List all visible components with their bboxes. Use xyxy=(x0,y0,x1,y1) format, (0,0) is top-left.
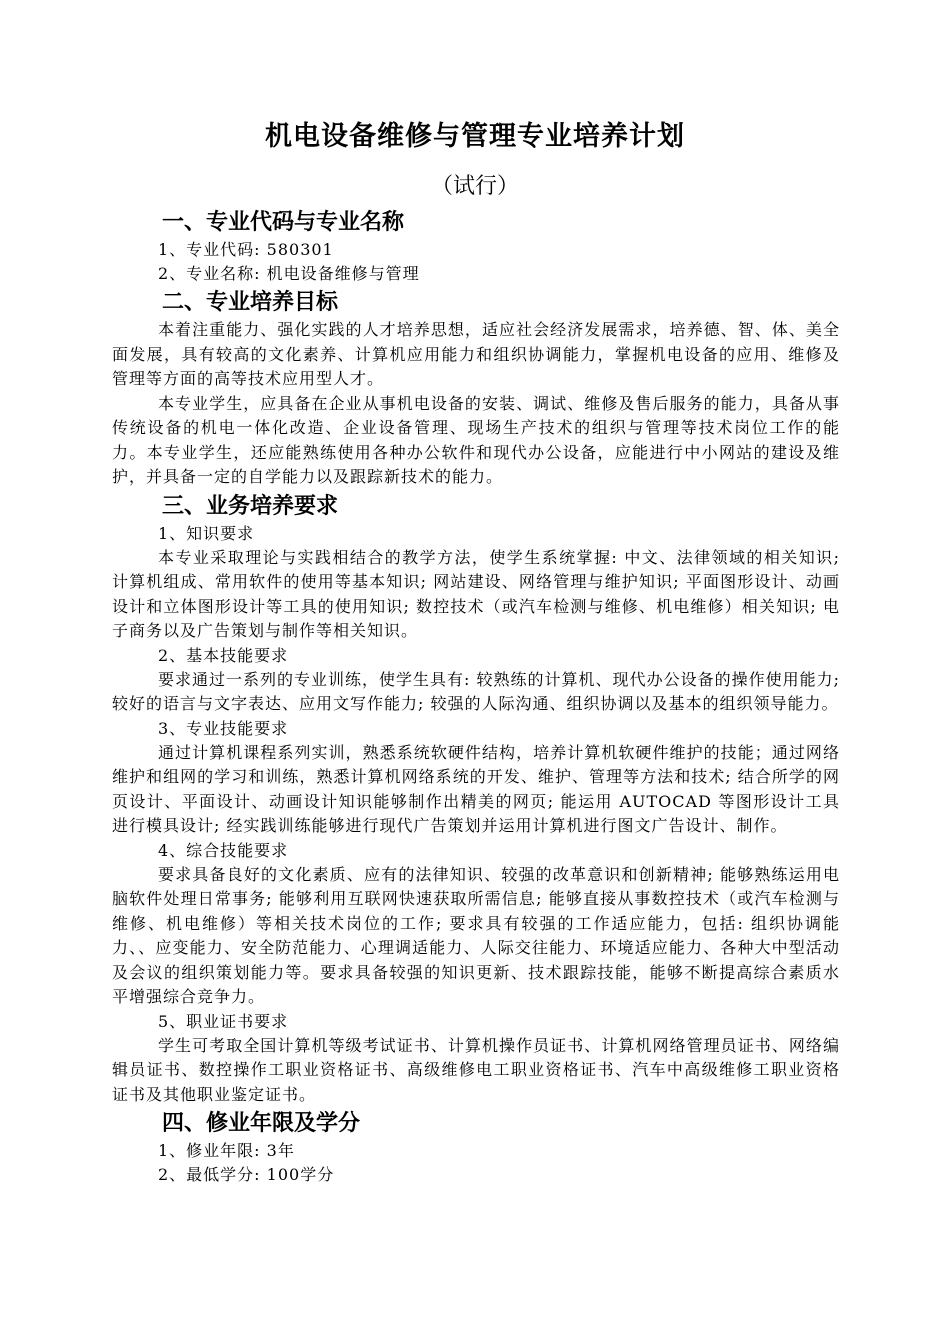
basic-skill-label: 2、基本技能要求 xyxy=(158,645,289,665)
goal-paragraph-2: 本专业学生，应具备在企业从事机电设备的安装、调试、维修及售后服务的能力，具备从事传统设备的机电一体化改造、企业设备管理、现场生产技术的组织与管理等技术岗位工作的能力。本专业学生，还应能熟练使用各种办公软件和现代办公设备，应能进行中小网站的建设及维护，并具备一定的自学能力以及跟踪新技术的能力。 xyxy=(112,393,840,486)
certificate-req-label: 5、职业证书要求 xyxy=(158,1011,289,1031)
section-heading-3: 三、业务培养要求 xyxy=(162,492,339,519)
basic-skill-text: 要求通过一系列的专业训练，使学生具有: 较熟练的计算机、现代办公设备的操作使用能力; 较好的语言与文字表达、应用文写作能力; 较强的人际沟通、组织协调以及基本的组织领导能力。 xyxy=(112,669,840,713)
comprehensive-skill-label: 4、综合技能要求 xyxy=(158,840,289,860)
pro-skill-label: 3、专业技能要求 xyxy=(158,718,289,738)
certificate-req-text: 学生可考取全国计算机等级考试证书、计算机操作员证书、计算机网络管理员证书、网络编辑员证书、数控操作工职业资格证书、高级维修电工职业资格证书、汽车中高级维修工职业资格证书及其他职业鉴定证书。 xyxy=(112,1035,840,1104)
section-heading-4: 四、修业年限及学分 xyxy=(162,1110,361,1136)
document-body xyxy=(112,206,840,1187)
minimum-credits: 2、最低学分: 100学分 xyxy=(158,1165,335,1184)
document-title: 机电设备维修与管理专业培养计划 xyxy=(265,121,685,152)
section-heading-2: 二、专业培养目标 xyxy=(162,289,339,315)
knowledge-req-text: 本专业采取理论与实践相结合的教学方法，使学生系统掌握: 中文、法律领域的相关知识; 计算机组成、常用软件的使用等基本知识; 网站建设、网络管理与维护知识; 平面图形设计、动画设计和立体图形设计等工具的使用知识; 数控技术（或汽车检测与维修、机电维修）相关知识; 电子商务以及广告策划与制作等相关知识。 xyxy=(112,547,840,640)
knowledge-req-label: 1、知识要求 xyxy=(158,523,255,543)
document-subtitle: （试行） xyxy=(430,174,519,199)
study-years: 1、修业年限: 3年 xyxy=(158,1141,295,1160)
goal-paragraph-1: 本着注重能力、强化实践的人才培养思想，适应社会经济发展需求，培养德、智、体、美全面发展，具有较高的文化素养、计算机应用能力和组织协调能力，掌握机电设备的应用、维修及管理等方面的高等技术应用型人才。 xyxy=(112,320,840,388)
pro-skill-text: 通过计算机课程系列实训，熟悉系统软硬件结构，培养计算机软硬件维护的技能；通过网络维护和组网的学习和训练，熟悉计算机网络系统的开发、维护、管理等方法和技术; 结合所学的网页设计、平面设计、动画设计知识能够制作出精美的网页; 能运用 AUTOCAD 等图形设计工具进行模具设计; 经实践训练能够进行现代广告策划并运用计算机进行图文广告设计、制作。 xyxy=(112,742,840,835)
major-code: 1、专业代码: 580301 xyxy=(158,240,334,259)
major-name: 2、专业名称: 机电设备维修与管理 xyxy=(158,264,420,283)
section-heading-1: 一、专业代码与专业名称 xyxy=(162,209,405,235)
comprehensive-skill-text: 要求具备良好的文化素质、应有的法律知识、较强的改革意识和创新精神; 能够熟练运用电脑软件处理日常事务; 能够利用互联网快速获取所需信息; 能够直接从事数控技术（或汽车检测与维修、机电维修）等相关技术岗位的工作; 要求具有较强的工作适应能力，包括: 组织协调能力、、应变能力、安全防范能力、心理调适能力、人际交往能力、环境适应能力、各种大中型活动及会议的组织策划能力等。要求具备较强的知识更新、技术跟踪技能，能够不断提高综合素质水平增强综合竞争力。 xyxy=(112,864,840,1006)
